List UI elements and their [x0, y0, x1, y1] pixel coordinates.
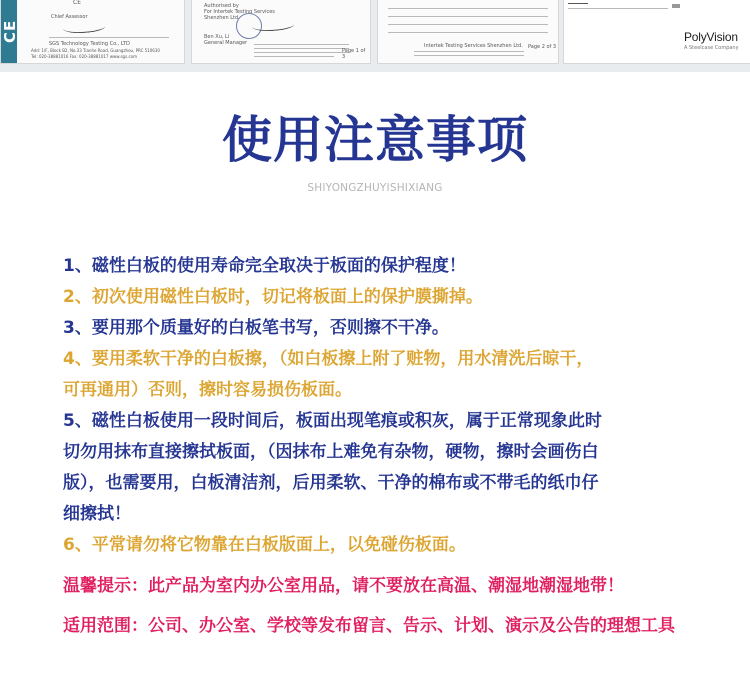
certificate-strip: [0, 0, 750, 72]
brand-subtitle: A Steelcase Company: [684, 45, 739, 51]
usage-scope: 适用范围：公司、办公室、学校等发布留言、告示、计划、演示及公告的理想工具: [63, 616, 675, 636]
cert1-contact: Tel: 020-38881016 Fax: 020-38881017 www.sgs.com: [31, 54, 137, 59]
note-item-4: [63, 344, 733, 406]
note-item-1: [63, 251, 733, 282]
divider: [49, 37, 169, 38]
divider: [388, 16, 548, 17]
ce-mark-band: CE: [1, 0, 17, 63]
cert2-for: For Intertek Testing Services: [204, 9, 275, 15]
note-line: 1、磁性白板的使用寿命完全取决于板面的保护程度！: [63, 256, 466, 276]
note-item-6: [63, 530, 733, 561]
certificate-thumbnail-3[interactable]: [377, 0, 559, 64]
note-line: 6、平常请勿将它物靠在白板版面上，以免碰伤板面。: [63, 535, 466, 555]
divider: [568, 3, 588, 4]
usage-notes-list: [63, 251, 733, 561]
divider: [254, 48, 349, 49]
note-line: 4、要用柔软干净的白板擦，（如白板擦上附了赃物，用水清洗后晾干，: [63, 349, 594, 369]
note-item-2: [63, 282, 733, 313]
cert1-address: Add: 1/F, Block B2, No.33 Tianhe Road, Guangzhou, PRC 510630: [31, 48, 160, 53]
certificate-thumbnail-2[interactable]: [191, 0, 371, 64]
note-line: 2、初次使用磁性白板时，切记将板面上的保护膜撕掉。: [63, 287, 483, 307]
page-subtitle: SHIYONGZHUYISHIXIANG: [307, 182, 443, 194]
signature-icon: [63, 20, 106, 35]
brand-name: PolyVision: [684, 30, 738, 44]
page-title: 使用注意事项: [222, 111, 528, 169]
divider: [254, 44, 349, 45]
warm-tip: 温馨提示：此产品为室内办公室用品，请不要放在高温、潮湿地潮湿地带！: [63, 576, 624, 596]
note-line: 3、要用那个质量好的白板笔书写，否则擦不干净。: [63, 318, 449, 338]
divider: [672, 4, 680, 8]
cert1-ce-label: CE: [73, 0, 81, 6]
certificate-thumbnail-1[interactable]: [0, 0, 185, 64]
cert2-page-number: Page 1 of 3: [342, 48, 366, 60]
cert1-assessor: Chief Assessor: [51, 14, 88, 20]
cert3-page-number: Page 2 of 3: [528, 44, 557, 50]
note-line: 可再通用）否则，擦时容易损伤板面。: [63, 380, 352, 400]
cert2-title: General Manager: [204, 40, 248, 46]
note-line: 版），也需要用，白板清洁剂，后用柔软、干净的棉布或不带毛的纸巾仔: [63, 473, 599, 493]
note-line: 切勿用抹布直接擦拭板面，（因抹布上难免有杂物，硬物，擦时会画伤白: [63, 442, 599, 462]
cert2-signer: Ben Xu, Li: [204, 34, 230, 40]
cert3-company: Intertek Testing Services Shenzhen Ltd.: [424, 43, 523, 49]
note-item-3: [63, 313, 733, 344]
divider: [254, 52, 349, 53]
divider: [388, 8, 548, 9]
divider: [414, 55, 524, 56]
note-line: 5、磁性白板使用一段时间后，板面出现笔痕或积灰，属于正常现象此时: [63, 411, 602, 431]
cert2-authorised: Authorised by: [204, 3, 239, 9]
note-line: 细擦拭！: [63, 504, 131, 524]
cert1-company: SGS Technology Testing Co., LTD: [49, 41, 130, 47]
divider: [388, 32, 548, 33]
divider: [414, 51, 524, 52]
divider: [568, 8, 668, 9]
divider: [388, 24, 548, 25]
cert2-city: Shenzhen Ltd.: [204, 15, 240, 21]
tips-section: [63, 576, 743, 636]
polyvision-logo: [684, 30, 739, 51]
divider: [254, 56, 334, 57]
note-item-5: [63, 406, 733, 530]
